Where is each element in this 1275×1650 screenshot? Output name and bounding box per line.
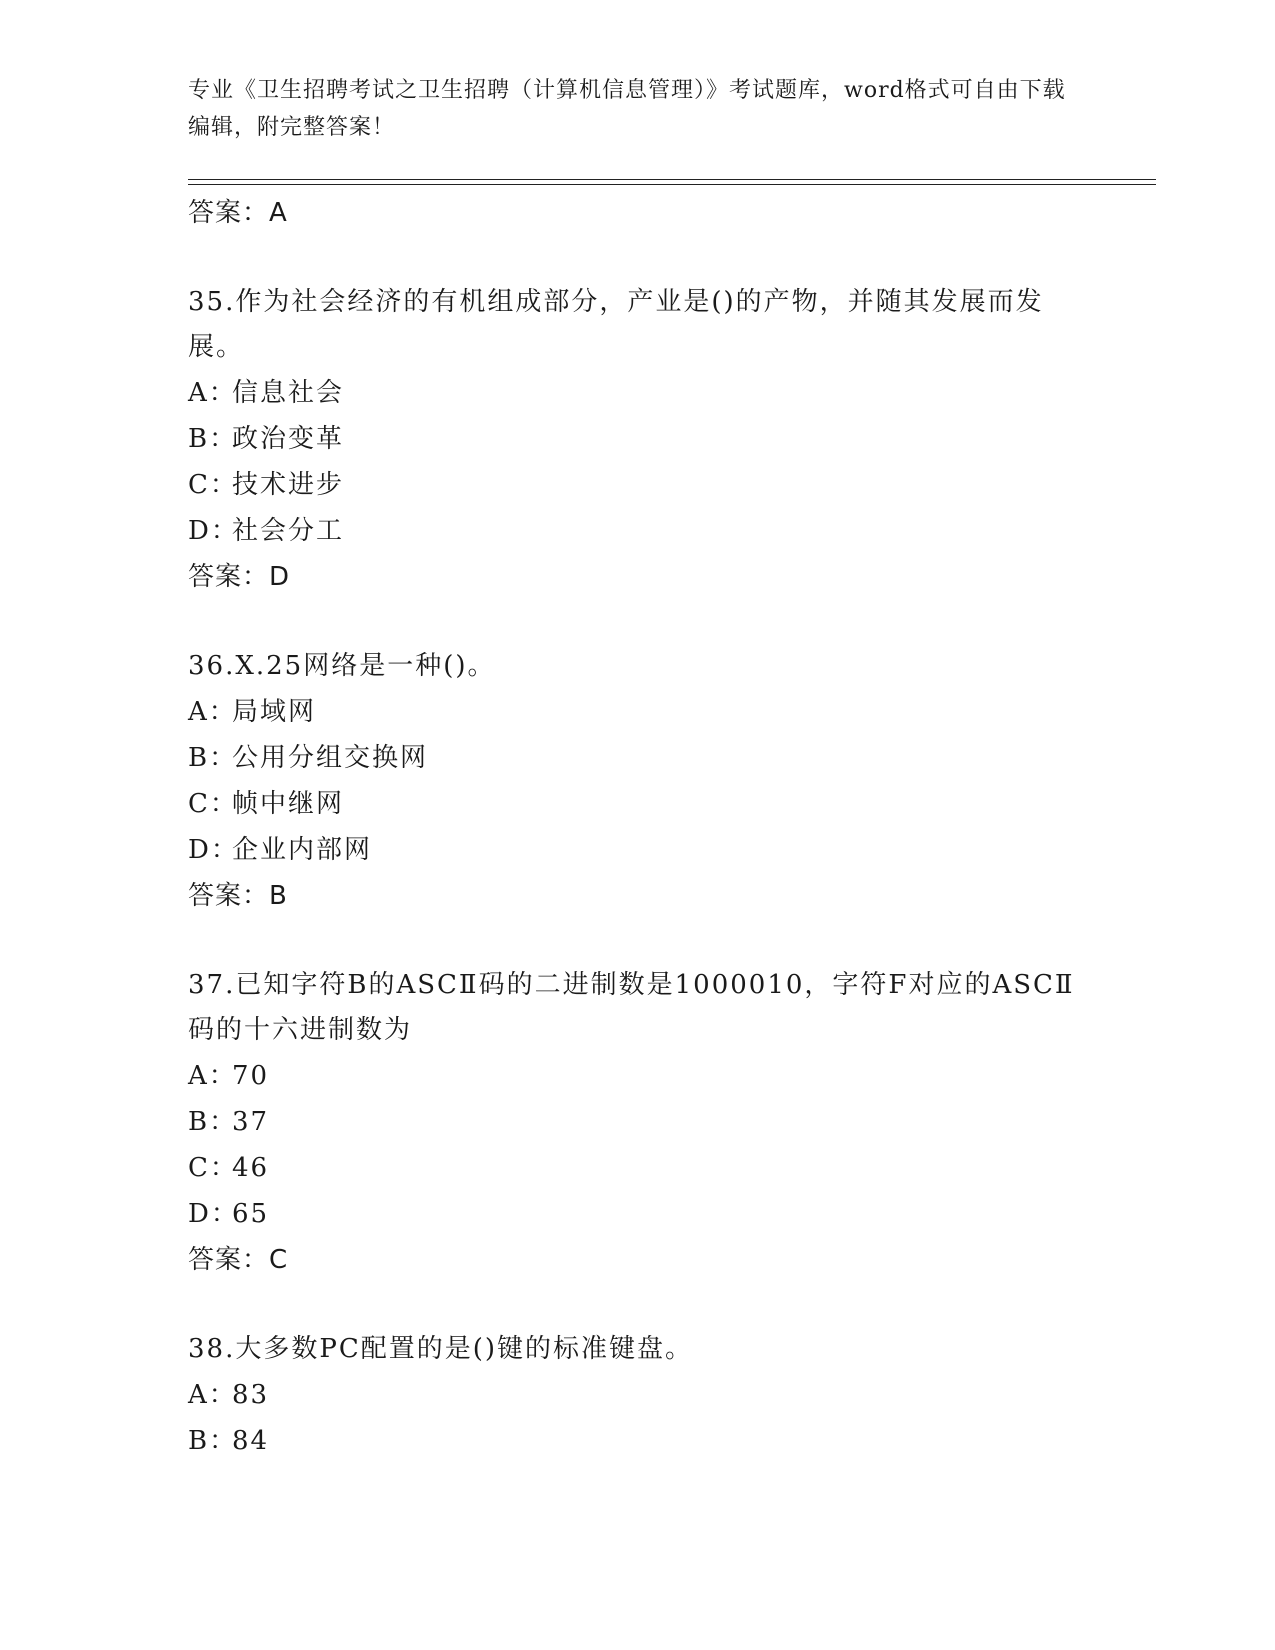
option-a: [188, 689, 1088, 735]
option-key: D：: [188, 1199, 239, 1229]
option-key: C：: [188, 470, 238, 500]
option-key: B：: [188, 1426, 238, 1456]
option-key: D：: [188, 835, 239, 865]
option-b: [188, 1099, 1088, 1145]
header-rule-top: [188, 179, 1156, 180]
option-text: 84: [232, 1426, 270, 1456]
question-stem: 35.作为社会经济的有机组成部分，产业是()的产物，并随其发展而发展。: [188, 287, 1044, 362]
answer-line: 答案：B: [188, 881, 288, 911]
option-b: [188, 416, 1088, 462]
question-38: [188, 1327, 1088, 1464]
option-text: 技术进步: [232, 470, 345, 500]
question-36: [188, 644, 1088, 919]
question-37: [188, 963, 1088, 1283]
question-list: [188, 190, 1088, 1464]
option-text: 信息社会: [232, 378, 345, 408]
option-a: [188, 1372, 1088, 1418]
answer-line: 答案：C: [188, 1245, 289, 1275]
answer-line: 答案：D: [188, 562, 291, 592]
option-text: 65: [232, 1199, 270, 1229]
option-b: [188, 1418, 1088, 1464]
option-text: 70: [232, 1061, 270, 1091]
option-key: B：: [188, 743, 238, 773]
question-stem: 38.大多数PC配置的是()键的标准键盘。: [188, 1334, 694, 1364]
option-key: B：: [188, 424, 238, 454]
option-text: 局域网: [232, 697, 317, 727]
option-text: 公用分组交换网: [232, 743, 429, 773]
option-a: [188, 1053, 1088, 1099]
question-35: [188, 280, 1088, 600]
option-text: 企业内部网: [232, 835, 373, 865]
option-text: 帧中继网: [232, 789, 345, 819]
question-stem: 37.已知字符B的ASCⅡ码的二进制数是1000010，字符F对应的ASCⅡ码的十六进制数为: [188, 970, 1075, 1045]
option-a: [188, 370, 1088, 416]
option-key: C：: [188, 1153, 238, 1183]
option-c: [188, 462, 1088, 508]
option-b: [188, 735, 1088, 781]
option-key: A：: [188, 1061, 237, 1091]
option-text: 社会分工: [232, 516, 345, 546]
header-rule-bottom: [188, 184, 1156, 185]
option-key: B：: [188, 1107, 238, 1137]
option-c: [188, 781, 1088, 827]
option-text: 83: [232, 1380, 270, 1410]
option-key: A：: [188, 1380, 237, 1410]
option-key: C：: [188, 789, 238, 819]
option-text: 政治变革: [232, 424, 345, 454]
option-c: [188, 1145, 1088, 1191]
option-key: A：: [188, 697, 237, 727]
option-text: 46: [232, 1153, 270, 1183]
option-d: [188, 1191, 1088, 1237]
option-d: [188, 508, 1088, 554]
question-stem: 36.X.25网络是一种()。: [188, 651, 496, 681]
answer-line: 答案：A: [188, 198, 288, 228]
option-text: 37: [232, 1107, 270, 1137]
document-header: 专业《卫生招聘考试之卫生招聘（计算机信息管理）》考试题库，word格式可自由下载编辑，附完整答案！: [188, 78, 1066, 140]
option-key: D：: [188, 516, 239, 546]
option-d: [188, 827, 1088, 873]
option-key: A：: [188, 378, 237, 408]
